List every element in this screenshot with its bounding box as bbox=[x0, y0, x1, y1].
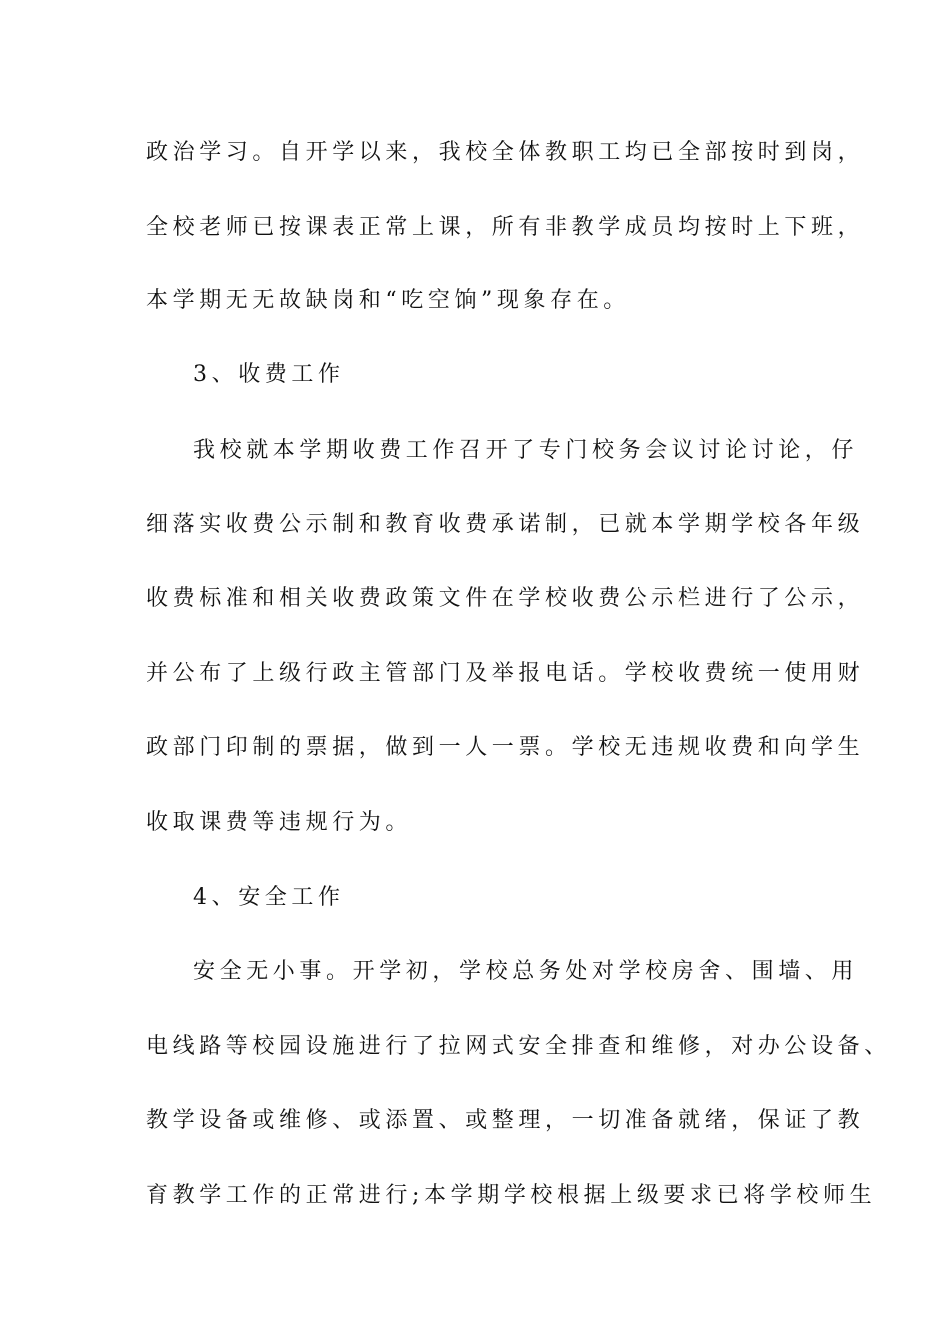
paragraph-line: 全校老师已按课表正常上课，所有非教学成员均按时上下班， bbox=[146, 215, 865, 240]
paragraph-line: 收取课费等违规行为。 bbox=[146, 810, 413, 835]
paragraph-line: 并公布了上级行政主管部门及举报电话。学校收费统一使用财 bbox=[146, 661, 865, 686]
paragraph-line: 细落实收费公示制和教育收费承诺制，已就本学期学校各年级 bbox=[146, 512, 865, 537]
paragraph-line: 育教学工作的正常进行;本学期学校根据上级要求已将学校师生 bbox=[146, 1183, 877, 1208]
paragraph-line: 政治学习。自开学以来，我校全体教职工均已全部按时到岗， bbox=[146, 140, 865, 165]
paragraph-line: 安全无小事。开学初，学校总务处对学校房舍、围墙、用 bbox=[193, 959, 859, 984]
paragraph-line: 我校就本学期收费工作召开了专门校务会议讨论讨论，仔 bbox=[193, 438, 859, 463]
paragraph-line: 电线路等校园设施进行了拉网式安全排查和维修，对办公设备、 bbox=[146, 1034, 891, 1059]
paragraph-line: 教学设备或维修、或添置、或整理，一切准备就绪，保证了教 bbox=[146, 1108, 865, 1133]
paragraph-line: 本学期无无故缺岗和“吃空饷”现象存在。 bbox=[146, 288, 630, 313]
paragraph-line: 收费标准和相关收费政策文件在学校收费公示栏进行了公示， bbox=[146, 586, 865, 611]
section-heading-fees: 3、收费工作 bbox=[193, 362, 345, 387]
section-heading-safety: 4、安全工作 bbox=[193, 885, 345, 910]
paragraph-line: 政部门印制的票据，做到一人一票。学校无违规收费和向学生 bbox=[146, 735, 865, 760]
